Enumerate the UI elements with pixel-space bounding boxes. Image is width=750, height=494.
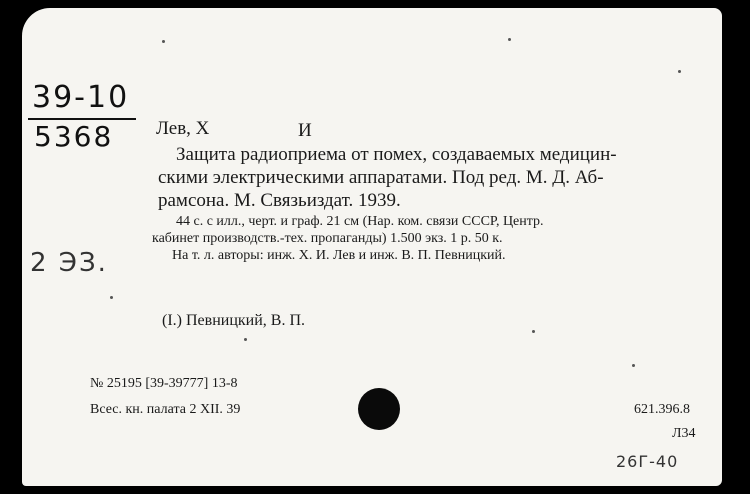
ink-blot [358, 388, 400, 430]
author-initial: И [298, 120, 312, 141]
description-line-2: кабинет производств.-тех. пропаганды) 1.500 экз. 1 р. 50 к. [152, 231, 503, 246]
handwritten-side-note: 2 ЭЗ. [30, 248, 108, 278]
description-line-3: На т. л. авторы: инж. Х. И. Лев и инж. В. П. Певницкий. [172, 248, 506, 263]
classification-number: 621.396.8 [634, 402, 690, 417]
speck [532, 330, 535, 333]
speck [162, 40, 165, 43]
chamber-line: Всес. кн. палата 2 XII. 39 [90, 402, 241, 417]
speck [110, 296, 113, 299]
title-line-2: скими электрическими аппаратами. Под ред. М. Д. Аб- [158, 167, 604, 188]
catalog-card [22, 8, 722, 486]
handwritten-corner-note: 26Г-40 [616, 452, 679, 471]
call-number: Л34 [672, 426, 696, 441]
author-heading: Лев, Х [156, 118, 210, 139]
title-line-1: Защита радиоприема от помех, создаваемых медицин- [176, 144, 617, 165]
speck [244, 338, 247, 341]
description-line-1: 44 с. с илл., черт. и граф. 21 см (Нар. ком. связи СССР, Центр. [176, 214, 544, 229]
added-entry: (I.) Певницкий, В. П. [162, 312, 306, 329]
speck [508, 38, 511, 41]
handwritten-bottom-number: 5368 [34, 120, 114, 153]
speck [678, 70, 681, 73]
speck [632, 364, 635, 367]
title-line-3: рамсона. М. Связьиздат. 1939. [158, 190, 401, 211]
handwritten-top-number: 39-10 [32, 80, 130, 115]
record-line: № 25195 [39-39777] 13-8 [90, 376, 238, 391]
